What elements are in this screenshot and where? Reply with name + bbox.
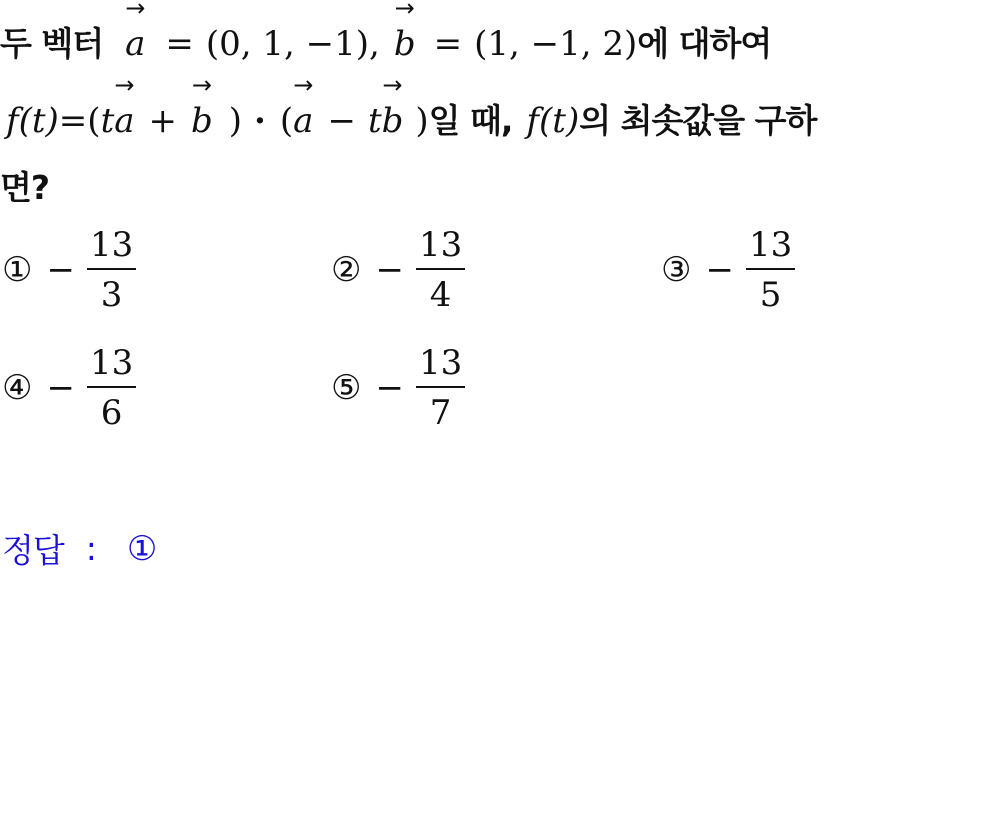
minus-sign: − [705,250,734,290]
choice-1[interactable] [2,225,136,315]
equals-sign: = [58,101,88,141]
minus-sign: − [46,368,75,408]
vector-a: → a [125,24,145,64]
choice-4[interactable] [2,343,136,433]
choice-marker: ⑤ [331,368,362,408]
equals-sign: = [165,24,194,64]
paren-open: ( [279,101,294,141]
vector-a: → a [293,71,314,141]
choice-3[interactable] [661,225,795,315]
question-text: 면? [0,168,50,207]
vector-arrow-icon: → [293,71,314,99]
fraction [416,225,465,315]
fraction [416,343,465,433]
dot-product-sign: · [254,101,266,141]
answer-label: 정답 [2,531,64,570]
function-arg: (t) [18,101,59,141]
vector-arrow-icon: → [125,0,146,22]
function-f: f [6,101,19,141]
answer-value: ① [126,528,158,569]
vector-b: → b [381,71,404,141]
question-text: 일 때, [428,101,513,140]
choice-marker: ④ [2,368,33,408]
scalar-t: t [367,101,382,141]
choice-marker: ② [331,250,362,290]
function-arg: (t) [539,101,580,141]
minus-sign: − [375,368,404,408]
choice-2[interactable] [331,225,465,315]
numerator: 13 [89,225,134,265]
vector-arrow-icon: → [394,0,415,22]
paren-close: ) [415,101,429,141]
question-text: 의 최솟값을 구하 [579,101,817,140]
denominator: 4 [429,275,452,315]
answer-colon: : [85,529,97,568]
vector-b-components: (1, −1, 2) [474,24,638,64]
question-suffix: 에 대하여 [637,24,772,63]
vector-a-components: (0, 1, −1), [205,24,380,64]
question-line-2 [0,71,817,142]
vector-arrow-icon: → [114,71,135,99]
numerator: 13 [748,225,793,265]
denominator: 6 [100,393,123,433]
question-line-3 [0,162,49,209]
minus-sign: − [327,101,356,141]
question-intro: 두 벡터 [0,24,104,63]
paren-open: ( [87,101,101,141]
minus-sign: − [46,250,75,290]
fraction [87,343,136,433]
denominator: 5 [759,275,782,315]
choice-marker: ③ [661,250,692,290]
vector-arrow-icon: → [191,71,212,99]
question-line-1 [0,0,772,65]
vector-b: → b [191,71,213,141]
choice-5[interactable] [331,343,465,433]
vector-a: → a [114,71,135,141]
plus-sign: + [148,101,178,141]
vector-b: → b [394,24,416,64]
numerator: 13 [418,225,463,265]
choice-marker: ① [2,250,33,290]
scalar-t: t [100,101,115,141]
minus-sign: − [375,250,404,290]
fraction [87,225,136,315]
function-f: f [526,101,540,141]
denominator: 7 [429,393,452,433]
paren-close: ) [228,101,243,141]
equals-sign: = [433,24,463,64]
denominator: 3 [100,275,123,315]
numerator: 13 [418,343,463,383]
vector-arrow-icon: → [382,71,403,99]
fraction [746,225,795,315]
numerator: 13 [89,343,134,383]
answer-line [2,525,157,572]
